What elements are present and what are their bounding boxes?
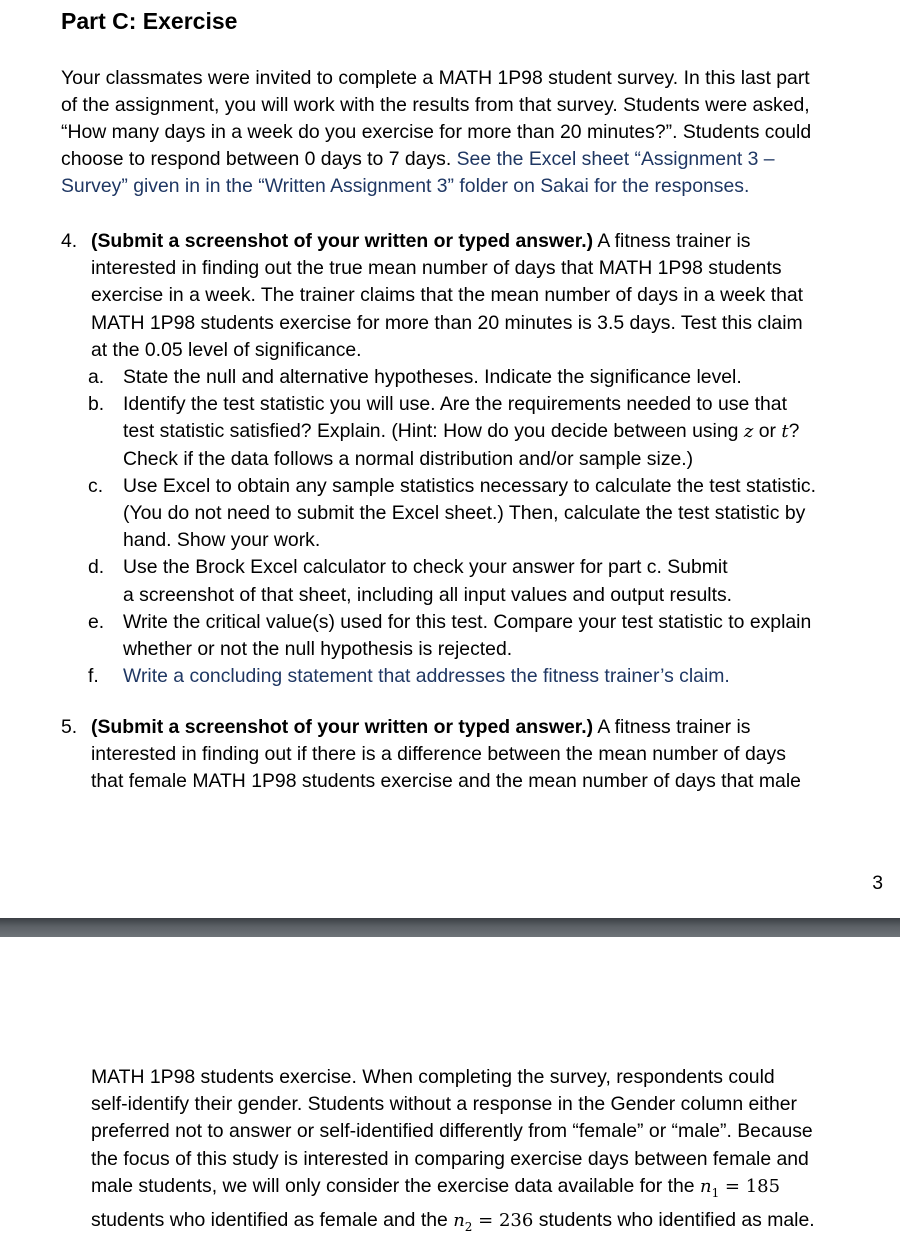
sub-line: Identify the test statistic you will use. Are the requirements needed to use that — [123, 393, 787, 416]
question-text: A fitness trainer is — [593, 230, 751, 252]
subquestion-e — [88, 609, 891, 663]
question-line: at the 0.05 level of significance. — [91, 338, 362, 361]
question-line — [91, 714, 891, 741]
question-line: interested in finding out if there is a difference between the mean number of days — [91, 743, 786, 766]
question-text: A fitness trainer is — [593, 716, 751, 738]
n1-symbol: n — [699, 1175, 712, 1197]
continuation-line — [91, 1173, 815, 1207]
continuation-text: students who identified as female and the — [91, 1208, 454, 1231]
sub-line: Write the critical value(s) used for this test. Compare your test statistic to explain — [123, 610, 812, 633]
page-number: 3 — [872, 872, 883, 894]
question-line — [91, 228, 891, 255]
n2-symbol: n — [453, 1209, 465, 1231]
sub-line: Check if the data follows a normal distribution and/or sample size.) — [123, 447, 694, 470]
question-line: interested in finding out the true mean number of days that MATH 1P98 students — [91, 257, 782, 280]
sub-line: Write a concluding statement that addresses the fitness trainer’s claim. — [123, 665, 730, 688]
continuation-text: students who identified as male. — [533, 1208, 815, 1231]
t-symbol: t — [781, 421, 789, 443]
continuation-line: preferred not to answer or self-identified differently from “female” or “male”. Because — [91, 1120, 813, 1143]
continuation-line — [91, 1207, 815, 1241]
sub-line: whether or not the null hypothesis is rejected. — [123, 638, 513, 661]
n1-subscript: 1 — [711, 1185, 720, 1200]
sub-letter: e. — [88, 610, 105, 633]
sub-text: test statistic satisfied? Explain. (Hint: How do you decide between using — [123, 420, 744, 443]
n1-value: = 185 — [719, 1175, 781, 1197]
sub-letter: d. — [88, 556, 105, 579]
subquestion-a — [88, 364, 891, 391]
submit-instruction: (Submit a screenshot of your written or typed answer.) — [91, 716, 594, 738]
sub-line: Use the Brock Excel calculator to check your answer for part c. Submit — [123, 556, 728, 579]
z-symbol: z — [743, 421, 754, 443]
question-line: that female MATH 1P98 students exercise and the mean number of days that male — [91, 770, 801, 793]
question-5 — [61, 714, 891, 796]
sub-line: State the null and alternative hypotheses. Indicate the significance level. — [123, 366, 742, 389]
n2-subscript: 2 — [464, 1219, 473, 1234]
subquestion-c — [88, 473, 891, 555]
intro-line — [61, 146, 775, 173]
intro-line: “How many days in a week do you exercise for more than 20 minutes?”. Students could — [61, 121, 812, 143]
sub-line: a screenshot of that sheet, including all input values and output results. — [123, 583, 733, 606]
sub-text: ? — [788, 420, 800, 443]
page-separator — [0, 918, 900, 937]
submit-instruction: (Submit a screenshot of your written or typed answer.) — [91, 230, 594, 252]
n2-value: = 236 — [472, 1209, 534, 1231]
subquestion-d — [88, 554, 891, 608]
intro-text: choose to respond between 0 days to 7 days. — [61, 148, 457, 170]
question-4 — [61, 228, 891, 690]
question-number: 5. — [61, 716, 78, 738]
intro-line: of the assignment, you will work with the results from that survey. Students were asked, — [61, 94, 810, 116]
intro-line: Survey” given in in the “Written Assignment 3” folder on Sakai for the responses. — [61, 175, 750, 197]
subquestion-f — [88, 663, 891, 690]
question-line: MATH 1P98 students exercise for more than 20 minutes is 3.5 days. Test this claim — [91, 311, 803, 334]
sub-line: hand. Show your work. — [123, 529, 321, 552]
sub-line — [123, 418, 891, 445]
excel-reference: See the Excel sheet “Assignment 3 – — [456, 148, 775, 170]
part-heading: Part C: Exercise — [61, 8, 238, 34]
continuation-line: self-identify their gender. Students without a response in the Gender column either — [91, 1093, 798, 1116]
question-number: 4. — [61, 230, 78, 252]
sub-letter: c. — [88, 474, 104, 497]
sub-line: Use Excel to obtain any sample statistics necessary to calculate the test statistic. — [123, 474, 816, 497]
subquestion-b — [88, 391, 891, 473]
sub-letter: a. — [88, 366, 105, 389]
sub-letter: b. — [88, 393, 105, 416]
sub-text: or — [753, 420, 782, 443]
sub-letter: f. — [88, 665, 99, 688]
continuation-text: male students, we will only consider the exercise data available for the — [91, 1174, 700, 1197]
intro-line: Your classmates were invited to complete a MATH 1P98 student survey. In this last part — [61, 67, 810, 89]
question-line: exercise in a week. The trainer claims that the mean number of days in a week that — [91, 284, 804, 307]
page-4-continuation — [91, 1064, 815, 1241]
sub-line: (You do not need to submit the Excel sheet.) Then, calculate the test statistic by — [123, 502, 806, 525]
continuation-line: the focus of this study is interested in comparing exercise days between female and — [91, 1147, 809, 1170]
continuation-line: MATH 1P98 students exercise. When completing the survey, respondents could — [91, 1066, 775, 1088]
